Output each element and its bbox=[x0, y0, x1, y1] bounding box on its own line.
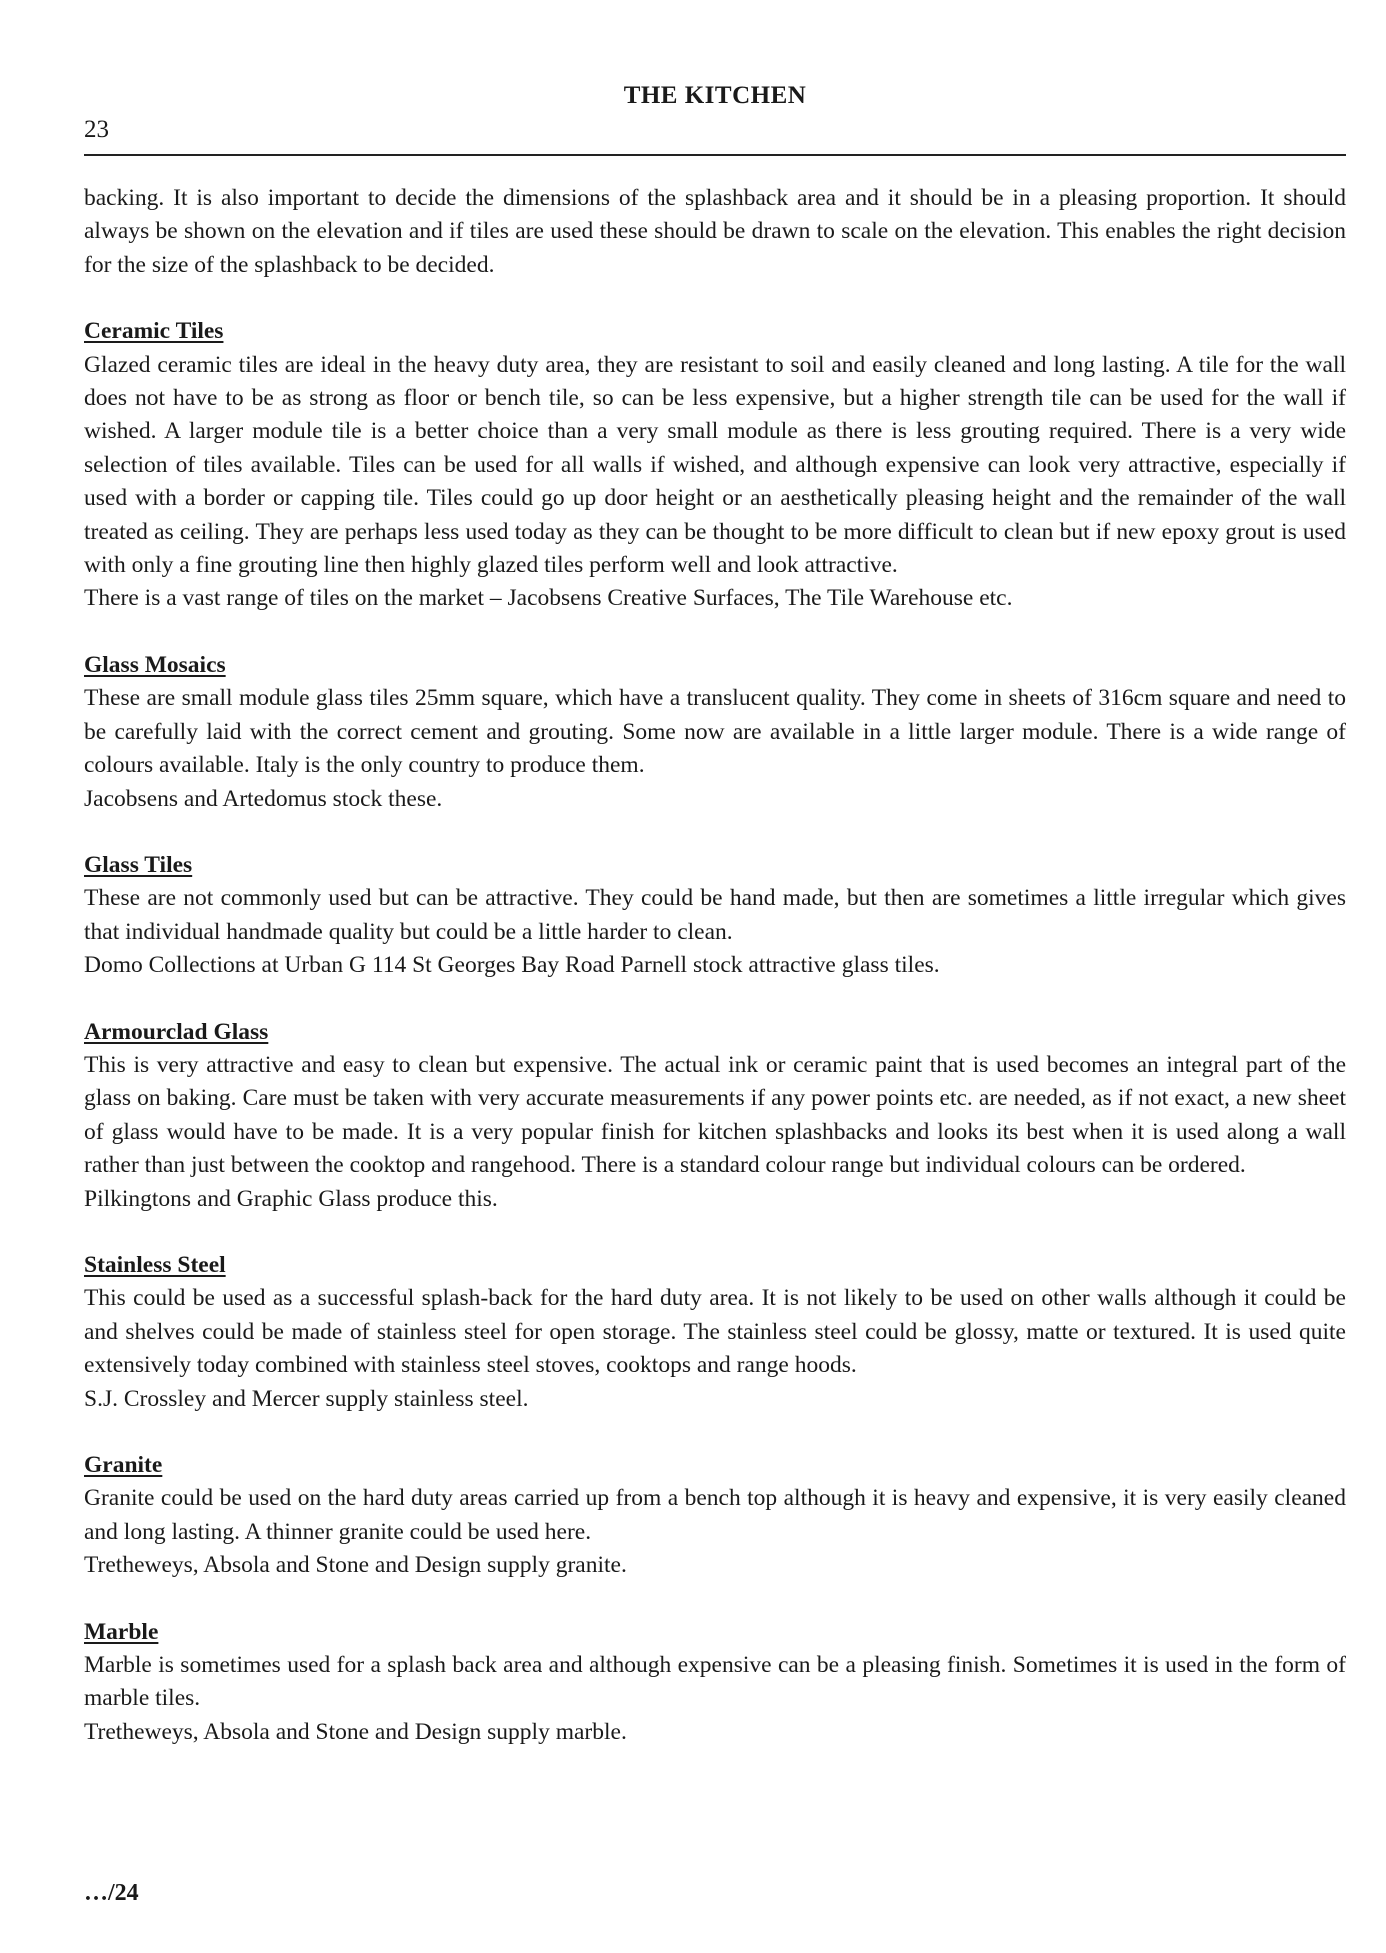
section-heading: Stainless Steel bbox=[84, 1251, 226, 1278]
section-body: This is very attractive and easy to clean but expensive. The actual ink or ceramic paint that is used becomes an integral part of the glass on baking. Care must be taken with very accurate measurements if any power points etc. are needed, as if not exact, a new sheet of glass would have to be made. It is a very popular finish for kitchen splashbacks and looks its best when it is used along a wall rather than just between the cooktop and rangehood. There is a standard colour range but individual colours can be ordered. bbox=[84, 1051, 1346, 1179]
section-granite bbox=[84, 1449, 1346, 1583]
section-suppliers: Domo Collections at Urban G 114 St Georges Bay Road Parnell stock attractive glass tiles. bbox=[84, 952, 940, 979]
intro-paragraph: backing. It is also important to decide the dimensions of the splashback area and it should be in a pleasing proportion. It should always be shown on the elevation and if tiles are used these should be drawn to scale on the elevation. This enables the right decision for the size of the splashback to be decided. bbox=[84, 185, 1346, 278]
section-stainless-steel bbox=[84, 1249, 1346, 1416]
section-suppliers: Tretheweys, Absola and Stone and Design supply granite. bbox=[84, 1552, 627, 1579]
section-glass-tiles bbox=[84, 849, 1346, 983]
section-body: Marble is sometimes used for a splash back area and although expensive can be a pleasing finish. Sometimes it is used in the form of marble tiles. bbox=[84, 1652, 1346, 1712]
section-body: Glazed ceramic tiles are ideal in the heavy duty area, they are resistant to soil and easily cleaned and long lasting. A tile for the wall does not have to be as strong as floor or bench tile, so can be less expensive, but a higher strength tile can be used for the wall if wished. A larger module tile is a better choice than a very small module as there is less grouting required. There is a very wide selection of tiles available. Tiles can be used for all walls if wished, and although expensive can look very attractive, especially if used with a border or capping tile. Tiles could go up door height or an aesthetically pleasing height and the remainder of the wall treated as ceiling. They are perhaps less used today as they can be thought to be more difficult to clean but if new epoxy grout is used with only a fine grouting line then highly glazed tiles perform well and look attractive. bbox=[84, 351, 1346, 579]
section-heading: Granite bbox=[84, 1452, 163, 1478]
section-heading: Ceramic Tiles bbox=[84, 318, 224, 345]
section-marble bbox=[84, 1616, 1346, 1750]
section-suppliers: Pilkingtons and Graphic Glass produce this. bbox=[84, 1185, 498, 1212]
section-suppliers: S.J. Crossley and Mercer supply stainless steel. bbox=[84, 1385, 529, 1412]
section-heading: Glass Tiles bbox=[84, 851, 193, 878]
section-suppliers: There is a vast range of tiles on the market – Jacobsens Creative Surfaces, The Tile Warehouse etc. bbox=[84, 585, 1013, 612]
section-body: Granite could be used on the hard duty areas carried up from a bench top although it is heavy and expensive, it is very easily cleaned and long lasting. A thinner granite could be used here. bbox=[84, 1485, 1346, 1545]
section-heading: Glass Mosaics bbox=[84, 651, 226, 678]
section-ceramic-tiles bbox=[84, 315, 1346, 616]
section-suppliers: Jacobsens and Artedomus stock these. bbox=[84, 785, 443, 812]
running-header-title: THE KITCHEN bbox=[623, 82, 807, 109]
section-suppliers: Tretheweys, Absola and Stone and Design supply marble. bbox=[84, 1718, 627, 1745]
page-body bbox=[84, 182, 1346, 1749]
continuation-marker: …/24 bbox=[84, 1880, 139, 1906]
section-body: These are small module glass tiles 25mm square, which have a translucent quality. They come in sheets of 316cm square and need to be carefully laid with the correct cement and grouting. Some now are available in a little larger module. There is a wide range of colours available. Italy is the only country to produce them. bbox=[84, 685, 1346, 779]
header-divider bbox=[84, 154, 1346, 156]
section-armourclad-glass bbox=[84, 1016, 1346, 1216]
section-heading: Marble bbox=[84, 1618, 159, 1645]
section-glass-mosaics bbox=[84, 649, 1346, 816]
section-body: These are not commonly used but can be attractive. They could be hand made, but then are sometimes a little irregular which gives that individual handmade quality but could be a little harder to clean. bbox=[84, 885, 1346, 945]
page-number: 23 bbox=[84, 116, 109, 143]
section-body: This could be used as a successful splash-back for the hard duty area. It is not likely to be used on other walls although it could be and shelves could be made of stainless steel for open storage. The stainless steel could be glossy, matte or textured. It is used quite extensively today combined with stainless steel stoves, cooktops and range hoods. bbox=[84, 1285, 1346, 1379]
section-heading: Armourclad Glass bbox=[84, 1018, 269, 1045]
